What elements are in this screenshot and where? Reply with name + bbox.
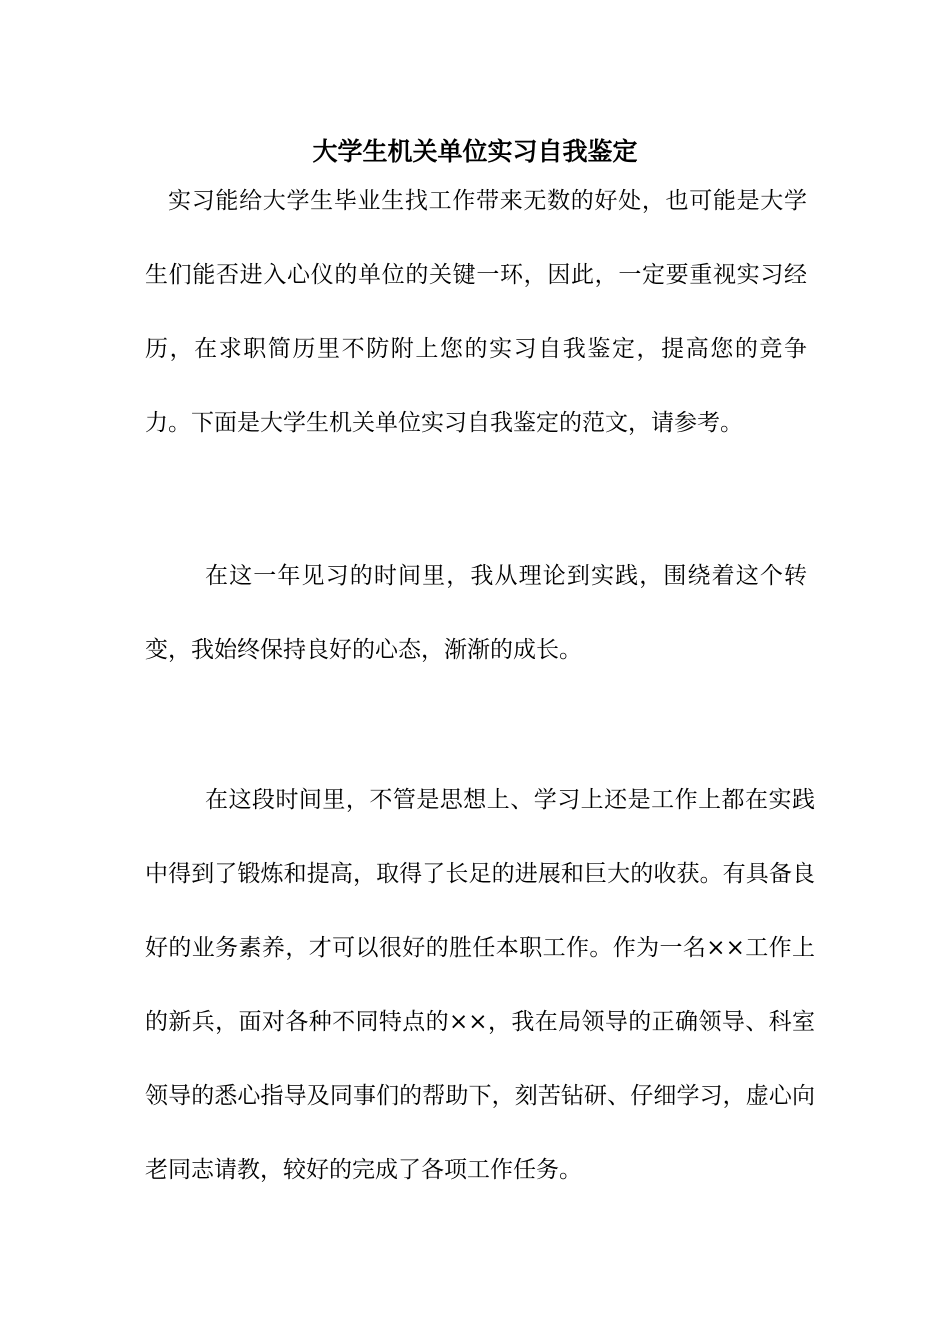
paragraph-intro: 实习能给大学生毕业生找工作带来无数的好处，也可能是大学生们能否进入心仪的单位的关键一环，因此，一定要重视实习经历，在求职简历里不防附上您的实习自我鉴定，提高您的竞争力。下面是大学生机关单位实习自我鉴定的范文，请参考。 bbox=[145, 188, 807, 436]
paragraph-growth: 在这一年见习的时间里，我从理论到实践，围绕着这个转变，我始终保持良好的心态，渐渐的成长。 bbox=[145, 563, 807, 663]
paragraph-achievements: 在这段时间里，不管是思想上、学习上还是工作上都在实践中得到了锻炼和提高，取得了长足的进展和巨大的收获。有具备良好的业务素养，才可以很好的胜任本职工作。作为一名××工作上的新兵，面对各种不同特点的××，我在局领导的正确领导、科室领导的悉心指导及同事们的帮助下，刻苦钻研、仔细学习，虚心向老同志请教，较好的完成了各项工作任务。 bbox=[145, 787, 815, 1183]
document-title: 大学生机关单位实习自我鉴定 bbox=[312, 137, 638, 166]
